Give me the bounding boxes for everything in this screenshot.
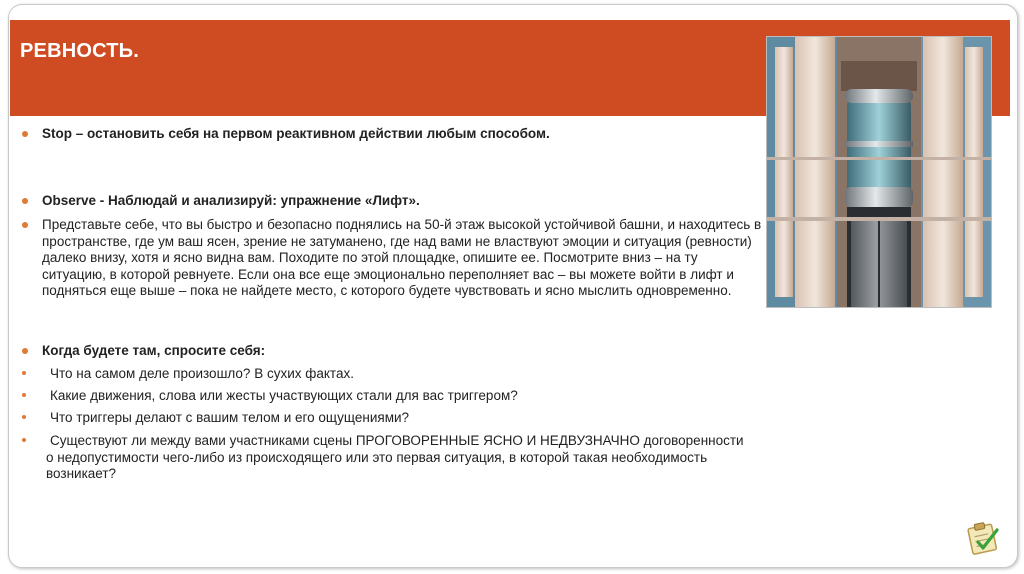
- bullet-dot: [22, 222, 28, 228]
- bullet-dot: [22, 438, 26, 442]
- bullet-dot: [22, 371, 26, 375]
- elevator-photo-image: [767, 37, 991, 307]
- bullet-dot: [22, 131, 28, 137]
- bullet-dot: [22, 198, 28, 204]
- bullet-text: Что на самом деле произошло? В сухих фактах.: [50, 366, 354, 381]
- bullet-text: Observe - Наблюдай и анализируй: упражнение «Лифт».: [42, 193, 420, 208]
- bullet-dot: [22, 415, 26, 419]
- bullet-text: Что триггеры делают с вашим телом и его ощущениями?: [50, 410, 410, 425]
- slide-title: РЕВНОСТЬ.: [20, 40, 140, 62]
- elevator-photo: [766, 36, 992, 308]
- checklist-icon: [964, 520, 1002, 556]
- bullet-text: Какие движения, слова или жесты участвующих стали для вас триггером?: [50, 388, 518, 403]
- bullet-text: Представьте себе, что вы быстро и безопасно поднялись на 50-й этаж высокой устойчивой башни, и находитесь в пространстве, где ум ваш ясен, зрение не затуманено, где над вами не властвуют эмоции и ситуация (ревности) далеко внизу, хотя и ясно видна вам. Походите по этой площадке, опишите ее. Посмотрите вниз – на ту ситуацию, в которой ревнуете. Если она все еще эмоционально переполняет вас – вы можете войти в лифт и подняться еще выше – пока не найдете место, с которого будете чувствовать и ясно мыслить одновременно.: [42, 217, 762, 298]
- bullet-dot: [22, 393, 26, 397]
- bullet-text: Stop – остановить себя на первом реактивном действии любым способом.: [42, 126, 550, 141]
- bullet-text: Когда будете там, спросите себя:: [42, 343, 266, 358]
- bullet-dot: [22, 348, 28, 354]
- bullet-text: Существуют ли между вами участниками сцены ПРОГОВОРЕННЫЕ ЯСНО И НЕДВУЗНАЧНО договоренности о недопустимости чего-либо из происходящего или это первая ситуация, в которой такая необходимость возникает?: [46, 433, 744, 481]
